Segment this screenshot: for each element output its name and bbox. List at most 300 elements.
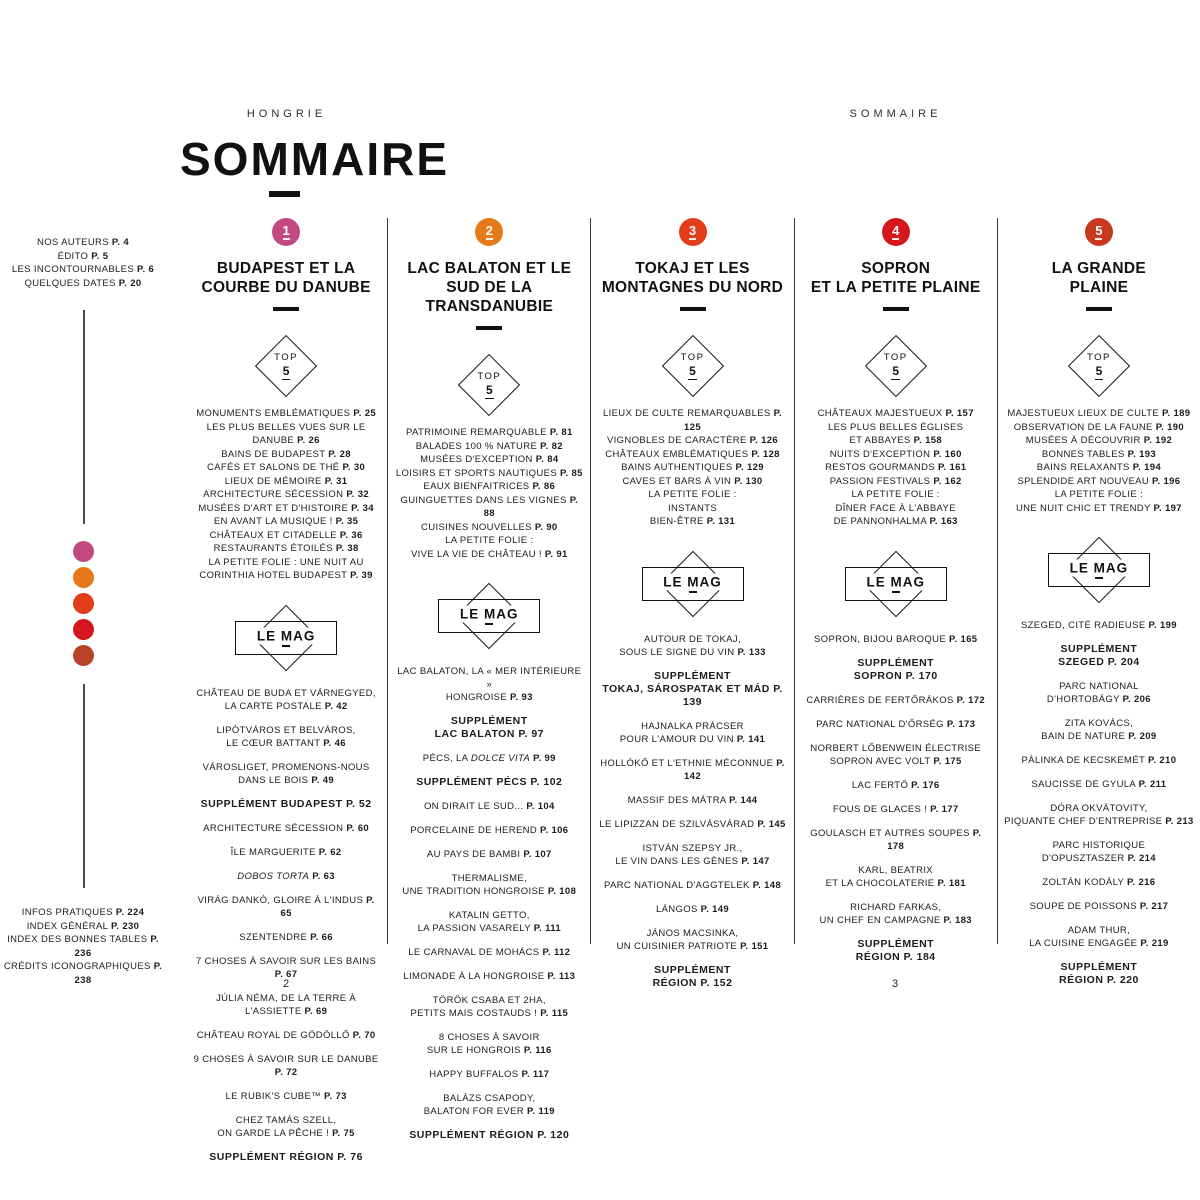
toc-entry: LAC FERTŐ P. 176 [851, 779, 940, 791]
lemag-dash [1095, 577, 1103, 579]
page-ref: P. 210 [1147, 755, 1177, 766]
toc-entry: PÉCS, LA DOLCE VITA P. 99 [422, 753, 556, 764]
lemag-dash [892, 591, 900, 593]
page-ref: P. 119 [527, 1106, 555, 1117]
toc-entry: CAFÉS ET SALONS DE THÉ P. 30 [207, 462, 366, 473]
page-ref: P. 76 [337, 1150, 363, 1163]
toc-entry: PARC NATIONAL D'ŐRSÉG P. 173 [816, 718, 976, 730]
lemag-label: LE MAG [455, 605, 524, 622]
page-ref: P. 36 [339, 529, 363, 541]
region-column [997, 218, 1200, 986]
toc-entry: LIMONADE À LA HONGROISE P. 113 [403, 971, 576, 982]
toc-entry: CHÂTEAUX MAJESTUEUX P. 157 [817, 408, 974, 419]
region-title: BUDAPEST ET LA COURBE DU DANUBE [201, 260, 371, 296]
page-title: SOMMAIRE [180, 133, 449, 185]
page-ref: P. 86 [532, 481, 556, 492]
toc-entry: CAVES ET BARS À VIN P. 130 [622, 475, 763, 487]
region-number: 2 [485, 223, 493, 238]
region-color-dot [73, 567, 94, 588]
page-ref: P. 116 [523, 1045, 552, 1056]
region-title: SOPRON ET LA PETITE PLAINE [810, 260, 981, 296]
page-ref: P. 157 [945, 408, 974, 419]
page-ref: P. 147 [741, 855, 770, 867]
toc-entry: RESTAURANTS ÉTOILÉS P. 38 [213, 543, 359, 554]
page-ref: P. 163 [929, 516, 958, 527]
top5-number: 5 [1095, 364, 1103, 378]
region-title-dash [883, 307, 909, 311]
top5-list [1004, 407, 1194, 515]
running-head-left: HONGRIE [246, 108, 327, 120]
page-ref: P. 49 [311, 774, 335, 786]
page-ref: P. 190 [1155, 421, 1185, 433]
top5-number: 5 [689, 364, 696, 378]
toc-entry: SZEGED, CITÉ RADIEUSE P. 199 [1020, 620, 1177, 631]
toc-entry: ARCHITECTURE SÉCESSION P. 60 [203, 822, 370, 834]
page-ref: P. 31 [324, 475, 348, 487]
region-title-dash [680, 307, 706, 311]
toc-entry: SUPPLÉMENT RÉGION P. 120 [409, 1129, 570, 1141]
toc-entry: ÎLE MARGUERITE P. 62 [230, 846, 342, 858]
page-ref: P. 91 [544, 548, 568, 560]
rail-divider-bottom [83, 684, 85, 888]
top5-badge-icon [1066, 335, 1132, 397]
page-ref: P. 111 [533, 923, 562, 934]
lemag-badge-icon [221, 605, 351, 671]
top5-number: 5 [892, 364, 900, 378]
page-ref: P. 131 [706, 516, 736, 527]
page-ref: P. 42 [324, 700, 348, 712]
top5-list [597, 407, 787, 529]
page-number-right: 3 [891, 978, 900, 990]
toc-entry: CARRIÈRES DE FERTŐRÁKOS P. 172 [806, 694, 985, 706]
toc-entry: PARC NATIONAL D'HORTOBÁGY P. 206 [1046, 681, 1151, 705]
page-ref: P. 128 [751, 448, 780, 460]
page-ref: P. 220 [1106, 974, 1139, 986]
region-title-dash [476, 326, 502, 330]
toc-entry: LAC BALATON, LA « MER INTÉRIEURE » HONGROISE P. 93 [397, 666, 582, 703]
toc-entry: LA PETITE FOLIE : UNE NUIT CHIC ET TRENDY P. 197 [1015, 489, 1182, 514]
page-ref: P. 106 [540, 825, 569, 836]
toc-entry: HAPPY BUFFALOS P. 117 [429, 1069, 550, 1080]
page-ref: P. 70 [352, 1029, 376, 1041]
page-ref: P. 34 [351, 502, 374, 514]
toc-entry: 7 CHOSES À SAVOIR SUR LES BAINS P. 67 [196, 955, 377, 980]
toc-entry: NUITS D'EXCEPTION P. 160 [829, 448, 962, 460]
page-ref: P. 6 [137, 264, 155, 275]
toc-entry: BALADES 100 % NATURE P. 82 [415, 440, 563, 452]
page-ref: P. 199 [1148, 620, 1177, 631]
page-ref: P. 151 [740, 940, 769, 952]
page-ref: P. 129 [735, 462, 764, 473]
page-ref: P. 193 [1127, 448, 1157, 460]
top5-badge-icon [456, 354, 522, 416]
toc-entry: LES PLUS BELLES ÉGLISES ET ABBAYES P. 158 [828, 421, 964, 446]
toc-entry: LA PETITE FOLIE : DÎNER FACE À L'ABBAYE DE PANNONHALMA P. 163 [833, 489, 958, 527]
toc-entry: LIEUX DE CULTE REMARQUABLES P. 125 [602, 408, 783, 433]
toc-entry: SUPPLÉMENT TOKAJ, SÁROSPATAK ET MÁD P. 139 [602, 669, 783, 708]
toc-entry: CHÂTEAUX ET CITADELLE P. 36 [209, 529, 363, 541]
region-column [185, 218, 387, 1163]
toc-entry: PARC HISTORIQUE D'OPUSZTASZER P. 214 [1041, 840, 1156, 864]
region-number-badge [679, 218, 707, 246]
page-ref: P. 46 [323, 737, 346, 749]
toc-entry: LA PETITE FOLIE : INSTANTS BIEN-ÊTRE P. 131 [648, 489, 737, 527]
lemag-label: LE MAG [861, 573, 930, 590]
top5-word: TOP [1086, 352, 1111, 363]
title-dash [269, 191, 300, 197]
region-number: 4 [892, 223, 900, 238]
toc-entry: BAINS AUTHENTIQUES P. 129 [621, 462, 764, 473]
page-ref: P. 162 [933, 475, 962, 487]
page-ref: P. 126 [749, 435, 779, 446]
top5-word: TOP [477, 371, 502, 382]
toc-entry: DÓRA OKVÁTOVITY, PIQUANTE CHEF D'ENTREPRISE P. 213 [1004, 803, 1194, 827]
toc-entry: FOUS DE GLACES ! P. 177 [832, 803, 959, 815]
toc-entry: BAINS RELAXANTS P. 194 [1036, 462, 1162, 473]
page-ref: P. 142 [684, 757, 785, 782]
page-ref: P. 149 [700, 903, 730, 915]
toc-entry: HAJNALKA PRÁCSER POUR L'AMOUR DU VIN P. 141 [619, 720, 766, 745]
toc-entry: RESTOS GOURMANDS P. 161 [825, 462, 967, 473]
toc-entry: SUPPLÉMENT BUDAPEST P. 52 [200, 797, 372, 810]
region-column [590, 218, 793, 989]
page-ref: P. 194 [1132, 462, 1162, 473]
page-ref: P. 177 [930, 803, 959, 815]
front-matter-links [0, 236, 166, 290]
page-ref: P. 224 [115, 907, 145, 918]
toc-entry: MUSÉES À DÉCOUVRIR P. 192 [1025, 435, 1173, 446]
page-ref: P. 204 [1107, 656, 1140, 668]
toc-entry: SUPPLÉMENT SZEGED P. 204 [1058, 643, 1140, 668]
top5-badge-icon [660, 335, 726, 397]
toc-entry: CHEZ TAMÁS SZELL, ON GARDE LA PÊCHE ! P. 75 [217, 1114, 355, 1139]
page-ref: P. 32 [346, 489, 370, 500]
lemag-dash [689, 591, 697, 593]
lemag-badge-icon [628, 551, 758, 617]
top5-word: TOP [274, 352, 299, 363]
toc-entry: INDEX DES BONNES TABLES P. 236 [7, 934, 159, 959]
toc-entry: CUISINES NOUVELLES P. 90 [421, 521, 558, 533]
lemag-list [597, 633, 787, 990]
toc-entry: LE LIPIZZAN DE SZILVÁSVÁRAD P. 145 [599, 818, 786, 830]
page-ref: P. 192 [1143, 435, 1173, 446]
columns [185, 218, 1200, 1163]
toc-entry: EAUX BIENFAITRICES P. 86 [423, 481, 556, 492]
page-ref: P. 38 [335, 543, 359, 554]
toc-entry: CHÂTEAUX EMBLÉMATIQUES P. 128 [605, 448, 780, 460]
page-ref: P. 82 [540, 440, 563, 452]
page-ref: P. 214 [1127, 853, 1156, 864]
page-ref: P. 102 [530, 776, 563, 788]
toc-entry: CHÂTEAU DE BUDA ET VÁRNEGYED, LA CARTE POSTALE P. 42 [196, 687, 376, 712]
lemag-label: LE MAG [1065, 559, 1134, 576]
toc-entry: BALÁZS CSAPODY, BALATON FOR EVER P. 119 [423, 1093, 555, 1117]
page-ref: P. 172 [956, 694, 985, 706]
top5-list [191, 407, 381, 583]
lemag-list [801, 633, 991, 964]
toc-entry: LÁNGOS P. 149 [655, 903, 730, 915]
toc-entry: HOLLÓKŐ ET L'ETHNIE MÉCONNUE P. 142 [600, 757, 785, 782]
lemag-badge-icon [1034, 537, 1164, 603]
top5-list [394, 426, 584, 561]
region-number: 1 [282, 223, 290, 238]
page-ref: P. 35 [335, 516, 359, 527]
toc-entry: LIEUX DE MÉMOIRE P. 31 [224, 475, 348, 487]
page-ref: P. 130 [734, 475, 763, 487]
toc-entry: INDEX GÉNÉRAL P. 230 [26, 920, 140, 932]
toc-entry: GUINGUETTES DANS LES VIGNES P. 88 [400, 494, 579, 519]
lemag-dash [485, 623, 493, 625]
toc-entry: INFOS PRATIQUES P. 224 [21, 907, 145, 918]
toc-entry: SUPPLÉMENT RÉGION P. 76 [209, 1150, 363, 1163]
toc-entry: CRÉDITS ICONOGRAPHIQUES P. 238 [3, 961, 163, 986]
page-ref: P. 158 [913, 435, 942, 446]
region-color-dot [73, 593, 94, 614]
page-ref: P. 60 [346, 822, 370, 834]
toc-entry: VIRÁG DANKÓ, GLOIRE À L'INDUS P. 65 [197, 894, 375, 919]
page-ref: P. 133 [737, 646, 766, 658]
page-ref: P. 25 [353, 408, 376, 419]
page-ref: P. 81 [549, 427, 573, 438]
toc-entry: ON DIRAIT LE SUD... P. 104 [423, 801, 555, 812]
region-color-dots [0, 541, 166, 666]
region-number-badge [1085, 218, 1113, 246]
page-ref: P. 67 [274, 968, 298, 980]
page-ref: P. 5 [91, 250, 109, 262]
region-color-dot [73, 619, 94, 640]
page-ref: P. 184 [903, 950, 936, 963]
page-ref: P. 217 [1139, 901, 1169, 912]
left-rail [0, 0, 166, 1200]
page-ref: P. 107 [523, 849, 552, 860]
toc-entry: LA PETITE FOLIE : VIVE LA VIE DE CHÂTEAU ! P. 91 [411, 535, 568, 560]
toc-entry: NORBERT LŐBENWEIN ÉLECTRISE SOPRON AVEC VOLT P. 175 [810, 742, 982, 767]
toc-entry: BAINS DE BUDAPEST P. 28 [221, 448, 351, 460]
toc-entry: SUPPLÉMENT RÉGION P. 184 [855, 937, 936, 963]
page-ref: P. 65 [280, 894, 375, 919]
lemag-dash [282, 645, 290, 647]
toc-entry: ADAM THUR, LA CUISINE ENGAGÉE P. 219 [1029, 925, 1169, 949]
page-ref: P. 30 [342, 462, 366, 473]
lemag-label: LE MAG [658, 573, 727, 590]
page-ref: P. 181 [937, 877, 966, 889]
page-ref: P. 4 [111, 237, 129, 248]
region-title-dash [1086, 307, 1112, 311]
region-number-badge [272, 218, 300, 246]
page-ref: P. 120 [537, 1129, 570, 1141]
top5-word: TOP [680, 352, 705, 363]
page-ref: P. 176 [911, 779, 940, 791]
page-ref: P. 39 [350, 570, 373, 581]
toc-entry: SOUPE DE POISSONS P. 217 [1029, 901, 1169, 912]
page-ref: P. 125 [684, 408, 783, 433]
toc-entry: LE CARNAVAL DE MOHÁCS P. 112 [408, 947, 571, 958]
page-ref: P. 238 [74, 961, 163, 986]
lemag-badge-icon [424, 583, 554, 649]
page-ref: P. 152 [700, 976, 733, 989]
region-number: 3 [688, 223, 697, 238]
toc-entry: MASSIF DES MÁTRA P. 144 [627, 794, 758, 806]
lemag-badge-icon [831, 551, 961, 617]
page-ref: P. 20 [118, 277, 142, 289]
toc-entry: SUPPLÉMENT RÉGION P. 220 [1058, 961, 1139, 986]
region-title: LAC BALATON ET LE SUD DE LA TRANSDANUBIE [407, 260, 572, 315]
region-title-dash [273, 307, 299, 311]
page-ref: P. 161 [938, 462, 967, 473]
toc-entry: DOBOS TORTA P. 63 [237, 870, 335, 882]
page-ref: P. 88 [483, 494, 579, 519]
page-ref: P. 170 [905, 669, 938, 682]
page-ref: P. 73 [324, 1090, 347, 1102]
toc-entry: SOPRON, BIJOU BAROQUE P. 165 [814, 633, 978, 645]
page-ref: P. 26 [297, 435, 320, 446]
toc-entry: 8 CHOSES À SAVOIR SUR LE HONGROIS P. 116 [426, 1032, 552, 1056]
top5-badge-icon [863, 335, 929, 397]
page-ref: P. 141 [736, 733, 766, 745]
toc-entry: AU PAYS DE BAMBI P. 107 [426, 849, 552, 860]
page-number-left: 2 [282, 978, 291, 990]
region-column [794, 218, 997, 963]
page-ref: P. 84 [535, 454, 559, 465]
page-ref: P. 144 [729, 794, 758, 806]
toc-entry: EN AVANT LA MUSIQUE ! P. 35 [213, 516, 359, 527]
page-ref: P. 160 [933, 448, 962, 460]
page-ref: P. 211 [1138, 779, 1167, 790]
page-ref: P. 69 [304, 1005, 328, 1017]
page-ref: P. 197 [1153, 502, 1182, 514]
toc-entry: SUPPLÉMENT SOPRON P. 170 [853, 656, 938, 682]
lemag-label: LE MAG [252, 627, 321, 644]
page-ref: P. 90 [534, 521, 558, 533]
page-ref: P. 28 [328, 448, 351, 460]
region-color-dot [73, 645, 94, 666]
top5-number: 5 [485, 383, 493, 397]
toc-entry: LES PLUS BELLES VUES SUR LE DANUBE P. 26 [206, 421, 366, 446]
toc-entry: PÁLINKA DE KECSKEMÉT P. 210 [1021, 755, 1177, 766]
toc-entry: MONUMENTS EMBLÉMATIQUES P. 25 [196, 408, 376, 419]
toc-entry: ZITA KOVÁCS, BAIN DE NATURE P. 209 [1041, 718, 1157, 742]
page-ref: P. 178 [887, 827, 982, 852]
page-ref: P. 213 [1165, 816, 1194, 827]
page-ref: P. 66 [310, 931, 333, 943]
page-ref: P. 236 [74, 934, 159, 959]
page-ref: P. 216 [1127, 877, 1156, 888]
lemag-list [394, 665, 584, 1142]
back-matter-links [0, 906, 166, 987]
toc-entry: MAJESTUEUX LIEUX DE CULTE P. 189 [1007, 408, 1191, 419]
toc-entry: JÚLIA NÉMA, DE LA TERRE À L'ASSIETTE P. 69 [216, 992, 357, 1017]
toc-entry: NOS AUTEURS P. 4 [36, 237, 129, 248]
page-ref: P. 230 [110, 920, 140, 932]
page-ref: P. 104 [526, 801, 555, 812]
toc-entry: LIPÓTVÁROS ET BELVÁROS, LE CŒUR BATTANT P. 46 [216, 724, 356, 749]
page-ref: P. 206 [1122, 694, 1151, 705]
toc-entry: SUPPLÉMENT LAC BALATON P. 97 [434, 715, 545, 740]
running-head-right: SOMMAIRE [849, 108, 942, 120]
rail-divider-top [83, 310, 85, 524]
page-ref: P. 52 [345, 797, 372, 810]
toc-entry: AUTOUR DE TOKAJ, SOUS LE SIGNE DU VIN P. 133 [619, 633, 766, 658]
toc-entry: KATALIN GETTO, LA PASSION VASARELY P. 111 [417, 910, 562, 934]
page-ref: P. 108 [547, 886, 577, 897]
toc-entry: PASSION FESTIVALS P. 162 [829, 475, 962, 487]
toc-entry: SPLENDIDE ART NOUVEAU P. 196 [1017, 475, 1181, 487]
region-column [387, 218, 590, 1141]
page-ref: P. 165 [949, 633, 978, 645]
top5-list [801, 407, 991, 529]
region-number-badge [882, 218, 910, 246]
toc-entry: ISTVÁN SZEPSY JR., LE VIN DANS LES GÈNES P. 147 [615, 842, 770, 867]
toc-entry: SUPPLÉMENT RÉGION P. 152 [652, 963, 733, 989]
page-ref: P. 173 [946, 718, 976, 730]
page-ref: P. 115 [540, 1008, 569, 1019]
toc-entry: CHÂTEAU ROYAL DE GÖDÖLLŐ P. 70 [196, 1029, 376, 1041]
region-color-dot [73, 541, 94, 562]
page-ref: P. 145 [757, 818, 786, 830]
region-title: TOKAJ ET LES MONTAGNES DU NORD [601, 260, 784, 296]
page-ref: P. 117 [521, 1069, 550, 1080]
page-ref: P. 175 [933, 755, 962, 767]
toc-entry: VIGNOBLES DE CARACTÈRE P. 126 [607, 435, 779, 446]
toc-entry: SZENTENDRE P. 66 [239, 931, 333, 943]
page-ref: P. 139 [682, 682, 783, 708]
page-ref: P. 196 [1152, 475, 1181, 487]
toc-entry: ÉDITO P. 5 [57, 250, 109, 262]
toc-entry: OBSERVATION DE LA FAUNE P. 190 [1013, 421, 1185, 433]
toc-entry: KARL, BEATRIX ET LA CHOCOLATERIE P. 181 [825, 864, 966, 889]
region-title: LA GRANDE PLAINE [1051, 260, 1147, 296]
toc-entry: TÖRÖK CSABA ET 2HA, PETITS MAIS COSTAUDS ! P. 115 [410, 995, 569, 1019]
region-number-badge [475, 218, 503, 246]
toc-entry: LE RUBIK'S CUBE™ P. 73 [225, 1090, 347, 1102]
page-ref: P. 148 [752, 879, 782, 891]
toc-entry: LES INCONTOURNABLES P. 6 [11, 264, 155, 275]
lemag-list [1004, 619, 1194, 987]
page-ref: P. 62 [318, 846, 342, 858]
page-ref: P. 219 [1140, 938, 1169, 949]
toc-entry: SAUCISSE DE GYULA P. 211 [1031, 779, 1167, 790]
page-ref: P. 113 [547, 971, 576, 982]
toc-entry: ZOLTÁN KODÁLY P. 216 [1042, 877, 1156, 888]
region-number: 5 [1095, 223, 1103, 238]
toc-entry: ARCHITECTURE SÉCESSION P. 32 [203, 489, 370, 500]
page-ref: P. 63 [312, 870, 335, 882]
toc-entry: LOISIRS ET SPORTS NAUTIQUES P. 85 [395, 467, 583, 479]
page-ref: P. 72 [274, 1066, 298, 1078]
toc-entry: PARC NATIONAL D'AGGTELEK P. 148 [603, 879, 782, 891]
toc-entry: MUSÉES D'EXCEPTION P. 84 [420, 454, 559, 465]
page-ref: P. 99 [533, 753, 556, 764]
top5-word: TOP [883, 352, 908, 363]
page-ref: P. 75 [332, 1127, 355, 1139]
toc-entry: PORCELAINE DE HEREND P. 106 [410, 825, 569, 836]
toc-entry: 9 CHOSES À SAVOIR SUR LE DANUBE P. 72 [193, 1053, 379, 1078]
toc-entry: SUPPLÉMENT PÉCS P. 102 [416, 776, 563, 788]
page-ref: P. 209 [1128, 731, 1157, 742]
toc-entry: QUELQUES DATES P. 20 [24, 277, 142, 289]
page-ref: P. 93 [510, 692, 533, 703]
toc-entry: MUSÉES D'ART ET D'HISTOIRE P. 34 [198, 502, 374, 514]
toc-entry: PATRIMOINE REMARQUABLE P. 81 [406, 427, 573, 438]
page-ref: P. 97 [518, 728, 545, 740]
toc-entry: RICHARD FARKAS, UN CHEF EN CAMPAGNE P. 183 [819, 901, 972, 926]
toc-entry: VÁROSLIGET, PROMENONS-NOUS DANS LE BOIS P. 49 [202, 761, 370, 786]
top5-badge-icon [253, 335, 319, 397]
toc-entry: GOULASCH ET AUTRES SOUPES P. 178 [810, 827, 982, 852]
toc-entry: THERMALISME, UNE TRADITION HONGROISE P. 108 [402, 873, 577, 897]
toc-entry: BONNES TABLES P. 193 [1041, 448, 1157, 460]
lemag-list [191, 687, 381, 1164]
